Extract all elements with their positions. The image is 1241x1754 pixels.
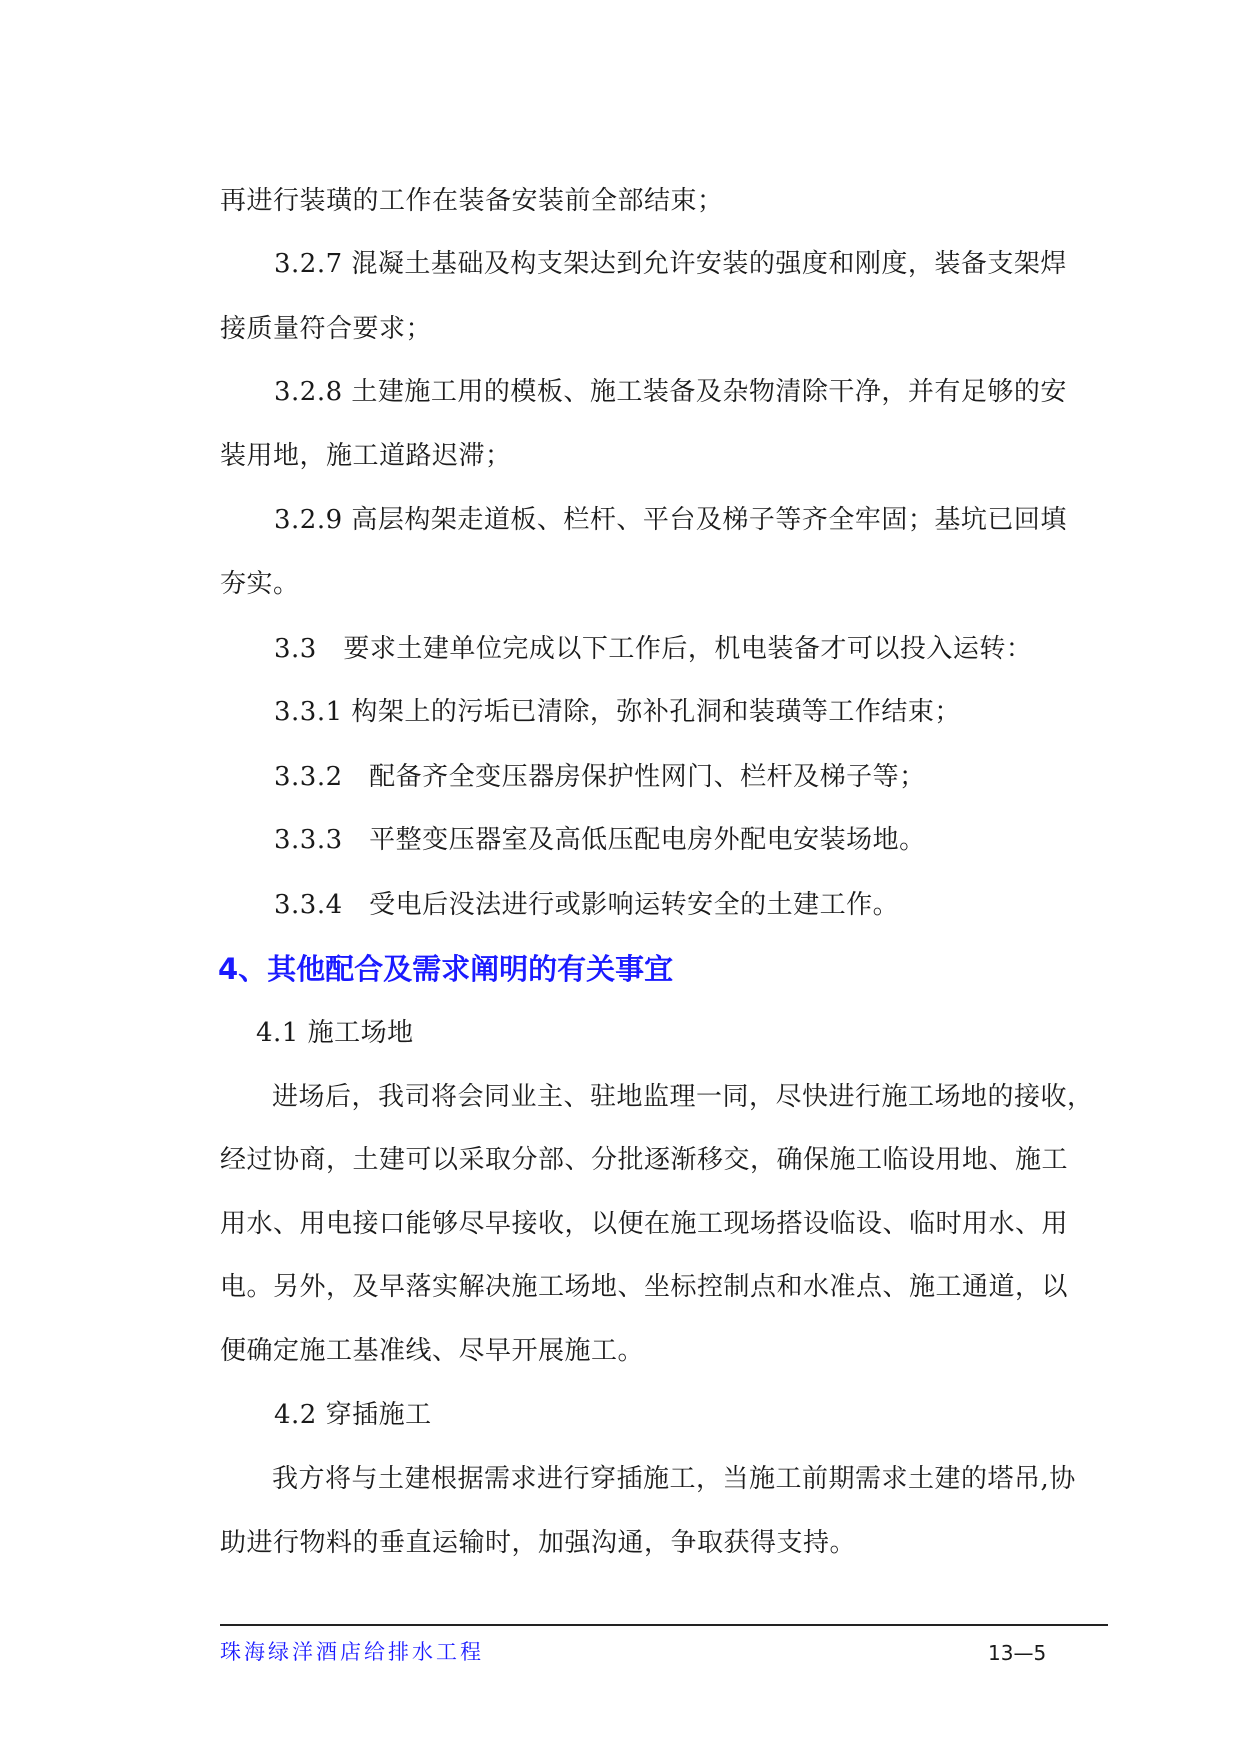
footer-project-name: 珠海绿洋酒店给排水工程 xyxy=(220,1640,484,1664)
subsection-title: 4.2 穿插施工 xyxy=(274,1400,432,1430)
footer-divider xyxy=(220,1624,1108,1626)
text-line: 3.2.9 高层构架走道板、栏杆、平台及梯子等齐全牢固；基坑已回填 xyxy=(274,505,1067,535)
text-line: 3.2.8 土建施工用的模板、施工装备及杂物清除干净，并有足够的安 xyxy=(274,377,1067,407)
text-line: 电。另外，及早落实解决施工场地、坐标控制点和水准点、施工通道，以 xyxy=(220,1272,1069,1302)
text-line: 进场后，我司将会同业主、驻地监理一同，尽快进行施工场地的接收， xyxy=(272,1082,1094,1112)
text-line: 3.2.7 混凝土基础及构支架达到允许安装的强度和刚度，装备支架焊 xyxy=(274,249,1067,279)
text-line: 我方将与土建根据需求进行穿插施工，当施工前期需求土建的塔吊,协 xyxy=(272,1464,1076,1494)
text-line: 助进行物料的垂直运输时，加强沟通，争取获得支持。 xyxy=(220,1528,857,1558)
text-line: 夯实。 xyxy=(220,569,300,599)
footer-page-number: 13—5 xyxy=(988,1641,1047,1665)
text-line: 用水、用电接口能够尽早接收，以便在施工现场搭设临设、临时用水、用 xyxy=(220,1209,1069,1239)
text-line: 接质量符合要求； xyxy=(220,314,433,344)
text-line: 3.3.1 构架上的污垢已清除，弥补孔洞和装璜等工作结束； xyxy=(274,697,961,727)
text-line: 3.3.4 受电后没法进行或影响运转安全的土建工作。 xyxy=(274,890,900,920)
text-line: 经过协商，土建可以采取分部、分批逐渐移交，确保施工临设用地、施工 xyxy=(220,1145,1069,1175)
text-line: 再进行装璜的工作在装备安装前全部结束； xyxy=(220,186,724,216)
subsection-title: 4.1 施工场地 xyxy=(256,1018,414,1048)
text-line: 装用地，施工道路迟滞； xyxy=(220,441,512,471)
text-line: 3.3.2 配备齐全变压器房保护性网门、栏杆及梯子等； xyxy=(274,762,926,792)
text-line: 3.3.3 平整变压器室及高低压配电房外配电安装场地。 xyxy=(274,825,926,855)
text-line: 3.3 要求土建单位完成以下工作后，机电装备才可以投入运转： xyxy=(274,634,1033,664)
text-line: 便确定施工基准线、尽早开展施工。 xyxy=(220,1336,645,1366)
section-heading: 4、其他配合及需求阐明的有关事宜 xyxy=(218,952,674,986)
